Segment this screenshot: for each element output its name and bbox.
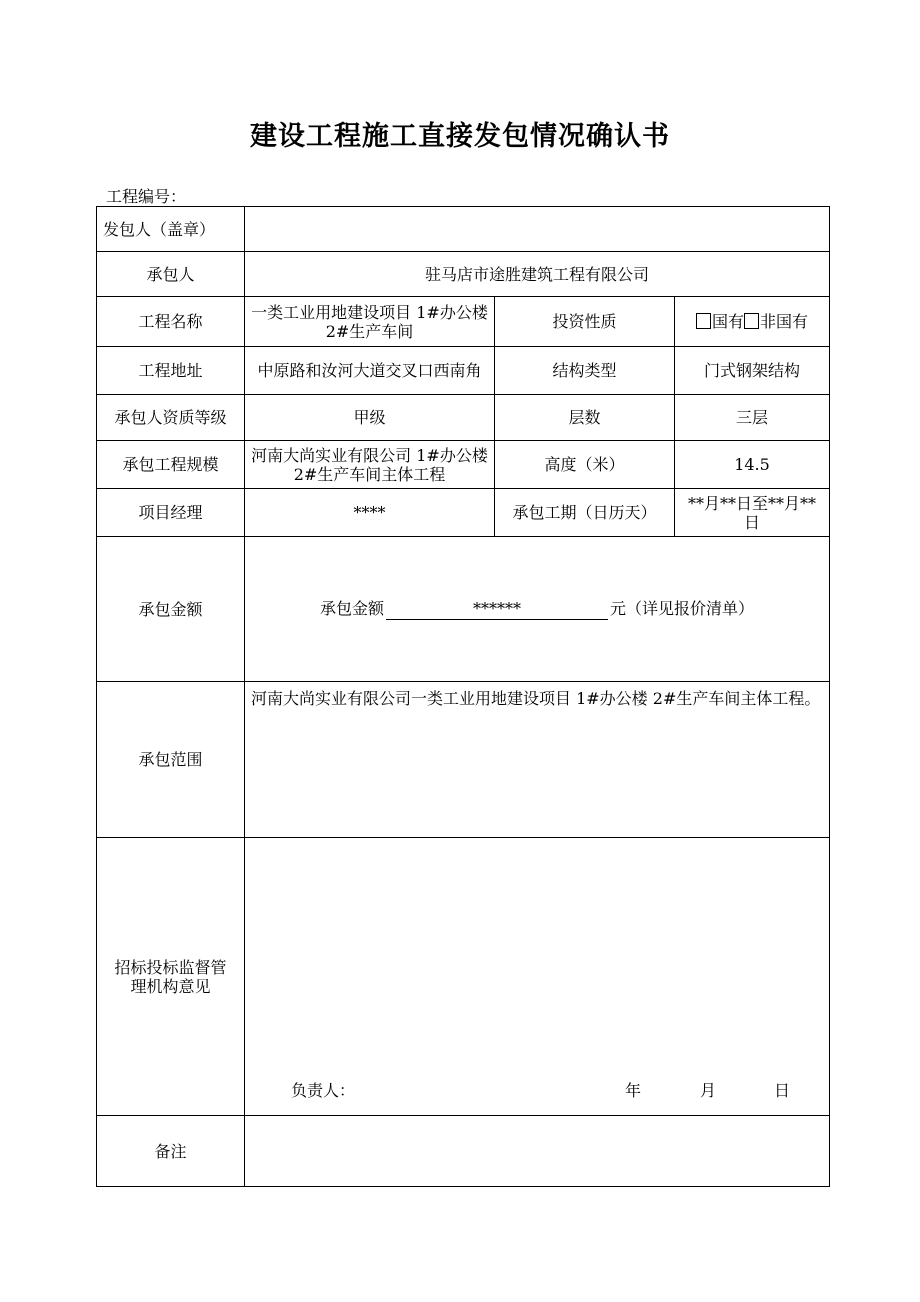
amount-cell	[245, 537, 830, 682]
scale-row	[97, 441, 830, 489]
year-label: 年	[625, 1081, 642, 1100]
height-value: 14.5	[675, 441, 830, 489]
address-row	[97, 347, 830, 395]
employer-label: 发包人（盖章）	[97, 207, 245, 252]
manager-row	[97, 489, 830, 537]
amount-row	[97, 537, 830, 682]
amount-value: ******	[386, 599, 608, 620]
scope-value: 河南大尚实业有限公司一类工业用地建设项目 1#办公楼 2#生产车间主体工程。	[245, 682, 830, 838]
amount-suffix: 元（详见报价清单）	[610, 598, 755, 618]
project-name-row	[97, 297, 830, 347]
address-label: 工程地址	[97, 347, 245, 395]
contractor-row	[97, 252, 830, 297]
floors-value: 三层	[675, 395, 830, 441]
contractor-value: 驻马店市途胜建筑工程有限公司	[245, 252, 830, 297]
investment-options	[675, 297, 830, 347]
period-label: 承包工期（日历天）	[495, 489, 675, 537]
confirmation-form-table	[96, 206, 830, 1187]
non-state-owned-checkbox[interactable]	[744, 313, 759, 329]
manager-label: 项目经理	[97, 489, 245, 537]
structure-value: 门式钢架结构	[675, 347, 830, 395]
scope-row	[97, 682, 830, 838]
manager-value: ****	[245, 489, 495, 537]
period-value: **月**日至**月**日	[675, 489, 830, 537]
qualification-row	[97, 395, 830, 441]
month-label: 月	[700, 1081, 717, 1100]
responsible-label: 负责人：	[291, 1081, 356, 1100]
employer-value-field[interactable]	[245, 207, 830, 252]
opinion-row	[97, 838, 830, 1116]
remarks-label: 备注	[97, 1116, 245, 1187]
project-name-value: 一类工业用地建设项目 1#办公楼 2#生产车间	[245, 297, 495, 347]
contractor-label: 承包人	[97, 252, 245, 297]
opinion-field[interactable]	[245, 838, 830, 1116]
non-state-owned-label: 非国有	[760, 312, 809, 331]
project-name-label: 工程名称	[97, 297, 245, 347]
opinion-label: 招标投标监督管理机构意见	[97, 838, 245, 1116]
structure-label: 结构类型	[495, 347, 675, 395]
day-label: 日	[774, 1081, 791, 1100]
scale-label: 承包工程规模	[97, 441, 245, 489]
remarks-field[interactable]	[245, 1116, 830, 1187]
project-number-label: 工程编号：	[106, 187, 187, 206]
floors-label: 层数	[495, 395, 675, 441]
remarks-row	[97, 1116, 830, 1187]
address-value: 中原路和汝河大道交叉口西南角	[245, 347, 495, 395]
amount-prefix: 承包金额	[319, 598, 384, 618]
scale-value: 河南大尚实业有限公司 1#办公楼 2#生产车间主体工程	[245, 441, 495, 489]
employer-row	[97, 207, 830, 252]
qualification-value: 甲级	[245, 395, 495, 441]
amount-label: 承包金额	[97, 537, 245, 682]
signature-line	[245, 1081, 829, 1105]
height-label: 高度（米）	[495, 441, 675, 489]
qualification-label: 承包人资质等级	[97, 395, 245, 441]
scope-label: 承包范围	[97, 682, 245, 838]
investment-label: 投资性质	[495, 297, 675, 347]
document-title: 建设工程施工直接发包情况确认书	[250, 121, 670, 152]
state-owned-checkbox[interactable]	[696, 313, 711, 329]
state-owned-label: 国有	[711, 312, 744, 331]
